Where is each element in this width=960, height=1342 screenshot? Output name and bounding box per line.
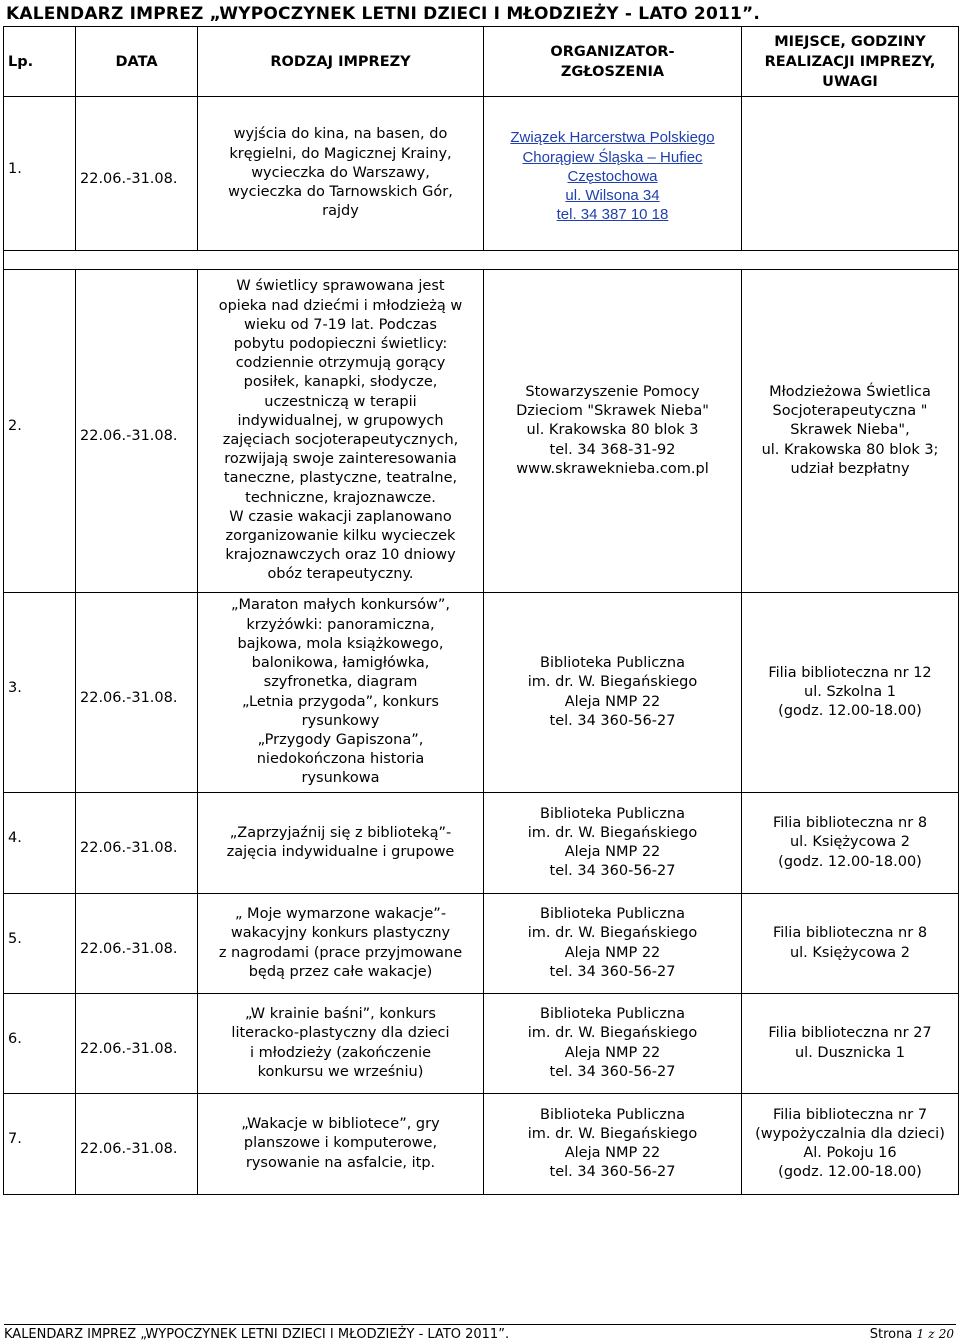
type-line: zajęcia indywidualne i grupowe: [226, 844, 455, 860]
place-line: Skrawek Nieba",: [790, 422, 910, 439]
place-line: Filia biblioteczna nr 27: [768, 1025, 932, 1042]
type-line: krajoznawczych oraz 10 dniowy: [225, 547, 456, 564]
type-line: codziennie otrzymują gorący: [235, 355, 446, 372]
cell-lp: [4, 894, 76, 994]
page-number: [870, 1327, 954, 1342]
organizer-line: ul. Krakowska 80 blok 3: [526, 422, 699, 439]
row-date: 22.06.-31.08.: [80, 170, 178, 187]
place-line: ul. Księżycowa 2: [789, 834, 911, 851]
organizer-line: Biblioteka Publiczna: [540, 1106, 685, 1123]
header-organizer-line: ORGANIZATOR-: [550, 43, 675, 60]
cell-date: [76, 994, 198, 1094]
document-title: KALENDARZ IMPREZ „WYPOCZYNEK LETNI DZIECI I MŁODZIEŻY - LATO 2011”.: [6, 4, 761, 24]
place-line: ul. Szkolna 1: [804, 683, 896, 700]
place-line: Socjoterapeutyczna ": [772, 403, 928, 420]
organizer-line: tel. 34 360-56-27: [549, 963, 676, 980]
place-line: (godz. 12.00-18.00): [778, 1164, 922, 1181]
place-line: Młodzieżowa Świetlica: [769, 383, 931, 400]
type-line: wakacyjny konkurs plastyczny: [230, 925, 451, 942]
place-line: ul. Księżycowa 2: [789, 944, 911, 961]
type-line: i młodzieży (zakończenie: [249, 1044, 432, 1061]
cell-organizer: [484, 97, 742, 251]
organizer-line: tel. 34 360-56-27: [549, 712, 676, 729]
header-lp: Lp.: [4, 27, 76, 97]
organizer-line: Dzieciom "Skrawek Nieba": [516, 403, 709, 420]
table-row: [4, 593, 959, 793]
type-line: taneczne, plastyczne, teatralne,: [223, 470, 458, 487]
organizer-line: Biblioteka Publiczna: [540, 655, 685, 672]
type-line: wycieczka do Warszawy,: [251, 164, 430, 181]
header-organizer: [484, 27, 742, 97]
type-line: „Zaprzyjaźnij się z biblioteką”-: [229, 824, 452, 841]
organizer-line: Aleja NMP 22: [564, 693, 661, 710]
header-place-line: REALIZACJI IMPREZY,: [764, 53, 936, 70]
type-line: niedokończona historia: [256, 751, 425, 768]
cell-place: [742, 270, 959, 593]
type-line: „W krainie baśni”, konkurs: [245, 1006, 436, 1023]
organizer-line: tel. 34 360-56-27: [549, 1063, 676, 1080]
row-separator: [4, 251, 959, 270]
place-line: Filia biblioteczna nr 8: [772, 815, 928, 832]
organizer-line: im. dr. W. Biegańskiego: [527, 925, 698, 942]
page-footer: [4, 1324, 956, 1342]
table-body: [4, 97, 959, 1195]
type-line: zajęciach socjoterapeutycznych,: [222, 432, 459, 448]
cell-date: [76, 593, 198, 793]
cell-date: [76, 793, 198, 894]
separator-cell: [4, 251, 959, 270]
cell-organizer: [484, 270, 742, 593]
cell-type: [198, 994, 484, 1094]
place-line: (godz. 12.00-18.00): [778, 703, 922, 720]
place-line: Filia biblioteczna nr 8: [772, 925, 928, 942]
header-date: DATA: [76, 27, 198, 97]
type-line: indywidualnej, w grupowych: [237, 412, 444, 429]
cell-date: [76, 270, 198, 593]
type-line: „Maraton małych konkursów”,: [230, 597, 451, 614]
row-number: 2.: [8, 418, 22, 435]
cell-date: [76, 894, 198, 994]
organizer-line: im. dr. W. Biegańskiego: [527, 824, 698, 841]
cell-organizer: [484, 1094, 742, 1195]
type-line: literacko-plastyczny dla dzieci: [231, 1025, 450, 1042]
cell-organizer: [484, 593, 742, 793]
cell-place: [742, 894, 959, 994]
cell-place: [742, 994, 959, 1094]
organizer-line: im. dr. W. Biegańskiego: [527, 1025, 698, 1042]
cell-lp: [4, 593, 76, 793]
cell-type: [198, 894, 484, 994]
type-line: zorganizowanie kilku wycieczek: [225, 528, 456, 545]
row-number: 3.: [8, 679, 22, 696]
row-date: 22.06.-31.08.: [80, 940, 178, 957]
type-line: „ Moje wymarzone wakacje”-: [234, 906, 447, 923]
row-number: 5.: [8, 930, 22, 947]
type-line: uczestniczą w terapii: [264, 393, 417, 410]
row-number: 7.: [8, 1131, 22, 1148]
page-label: Strona: [869, 1327, 913, 1342]
place-line: ul. Dusznicka 1: [794, 1044, 905, 1061]
place-line: ul. Krakowska 80 blok 3;: [761, 441, 939, 458]
cell-type: [198, 793, 484, 894]
type-line: W czasie wakacji zaplanowano: [229, 508, 452, 525]
type-line: „Przygody Gapiszona”,: [257, 731, 424, 748]
organizer-line: im. dr. W. Biegańskiego: [527, 1125, 698, 1142]
type-line: opieka nad dziećmi i młodzieżą w: [218, 297, 463, 314]
cell-lp: [4, 994, 76, 1094]
page-total: 20: [938, 1327, 954, 1341]
type-line: rysunkowa: [301, 770, 380, 787]
type-line: „Letnia przygoda”, konkurs: [242, 693, 439, 710]
header-place: [742, 27, 959, 97]
header-organizer-line: ZGŁOSZENIA: [560, 63, 665, 80]
place-line: Filia biblioteczna nr 12: [768, 664, 932, 681]
cell-place: [742, 97, 959, 251]
type-line: rysowanie na asfalcie, itp.: [245, 1154, 436, 1171]
organizer-line[interactable]: Chorągiew Śląska – Hufiec: [522, 148, 703, 166]
cell-type: [198, 1094, 484, 1195]
type-line: z nagrodami (prace przyjmowane: [218, 944, 463, 961]
cell-lp: [4, 97, 76, 251]
type-line: będą przez całe wakacje): [248, 963, 433, 980]
organizer-line: www.skrawekniebа.com.pl: [516, 460, 709, 477]
cell-type: [198, 593, 484, 793]
type-line: rozwijają swoje zainteresowania: [224, 451, 457, 468]
row-number: 6.: [8, 1030, 22, 1047]
organizer-line: Biblioteka Publiczna: [540, 805, 685, 822]
row-date: 22.06.-31.08.: [80, 1141, 178, 1158]
type-line: posiłek, kanapki, słodycze,: [243, 374, 438, 391]
cell-lp: [4, 1094, 76, 1195]
place-line: Filia biblioteczna nr 7: [772, 1106, 928, 1123]
cell-date: [76, 1094, 198, 1195]
type-line: konkursu we wrześniu): [257, 1063, 424, 1080]
cell-organizer: [484, 994, 742, 1094]
row-date: 22.06.-31.08.: [80, 840, 178, 857]
organizer-line: Aleja NMP 22: [564, 944, 661, 961]
type-line: bajkowa, mola książkowego,: [237, 635, 444, 652]
organizer-line: Stowarzyszenie Pomocy: [525, 383, 700, 400]
type-line: pobytu podopieczni świetlicy:: [233, 335, 448, 352]
type-line: wieku od 7-19 lat. Podczas: [244, 316, 437, 333]
page-separator: z: [928, 1327, 935, 1341]
cell-date: [76, 97, 198, 251]
cell-organizer: [484, 793, 742, 894]
cell-place: [742, 593, 959, 793]
type-line: rysunkowy: [301, 712, 380, 729]
type-line: wycieczka do Tarnowskich Gór,: [228, 184, 453, 201]
organizer-line[interactable]: Częstochowa: [567, 167, 658, 185]
type-line: „Wakacje w bibliotece”, gry: [241, 1116, 440, 1133]
place-line: Al. Pokoju 16: [803, 1145, 897, 1161]
row-number: 1.: [8, 160, 22, 177]
cell-place: [742, 793, 959, 894]
row-date: 22.06.-31.08.: [80, 689, 178, 706]
organizer-line: tel. 34 360-56-27: [549, 863, 676, 880]
organizer-line: Biblioteka Publiczna: [540, 1006, 685, 1023]
cell-place: [742, 1094, 959, 1195]
header-place-line: UWAGI: [822, 73, 878, 90]
cell-lp: [4, 793, 76, 894]
footer-title: KALENDARZ IMPREZ „WYPOCZYNEK LETNI DZIECI I MŁODZIEŻY - LATO 2011”.: [4, 1327, 510, 1342]
table-row: [4, 894, 959, 994]
type-line: W świetlicy sprawowana jest: [236, 278, 445, 295]
type-line: wyjścia do kina, na basen, do: [233, 126, 448, 143]
place-line: udział bezpłatny: [790, 460, 910, 477]
cell-type: [198, 270, 484, 593]
place-line: (godz. 12.00-18.00): [778, 853, 922, 870]
page-current: 1: [916, 1327, 925, 1341]
table-row: [4, 793, 959, 894]
row-date: 22.06.-31.08.: [80, 1040, 178, 1057]
organizer-line[interactable]: ul. Wilsona 34: [565, 187, 660, 205]
type-line: krzyżówki: panoramiczna,: [246, 616, 435, 633]
place-line: (wypożyczalnia dla dzieci): [755, 1125, 945, 1142]
type-line: balonikowa, łamigłówka,: [251, 655, 430, 672]
organizer-line: Aleja NMP 22: [564, 844, 661, 860]
table-row: [4, 270, 959, 593]
organizer-line: Aleja NMP 22: [564, 1044, 661, 1061]
table-row: [4, 1094, 959, 1195]
organizer-line[interactable]: Związek Harcerstwa Polskiego: [510, 129, 715, 147]
cell-lp: [4, 270, 76, 593]
type-line: szyfronetka, diagram: [263, 674, 418, 691]
organizer-line: tel. 34 360-56-27: [549, 1164, 676, 1181]
organizer-line[interactable]: tel. 34 387 10 18: [556, 206, 669, 224]
row-date: 22.06.-31.08.: [80, 428, 178, 445]
type-line: obóz terapeutyczny.: [267, 566, 414, 583]
type-line: kręgielni, do Magicznej Krainy,: [229, 145, 452, 162]
type-line: planszowe i komputerowe,: [243, 1135, 438, 1152]
header-type: RODZAJ IMPREZY: [198, 27, 484, 97]
organizer-line: Aleja NMP 22: [564, 1145, 661, 1161]
organizer-line: Biblioteka Publiczna: [540, 906, 685, 923]
header-place-line: MIEJSCE, GODZINY: [774, 33, 926, 50]
table-row: [4, 994, 959, 1094]
events-table: [3, 26, 959, 1195]
cell-organizer: [484, 894, 742, 994]
organizer-line: im. dr. W. Biegańskiego: [527, 674, 698, 691]
row-number: 4.: [8, 830, 22, 847]
type-line: techniczne, krajoznawcze.: [245, 489, 436, 506]
table-row: [4, 97, 959, 251]
type-line: rajdy: [322, 203, 359, 220]
header-row: [4, 27, 959, 97]
cell-type: [198, 97, 484, 251]
organizer-line: tel. 34 368-31-92: [549, 441, 676, 458]
